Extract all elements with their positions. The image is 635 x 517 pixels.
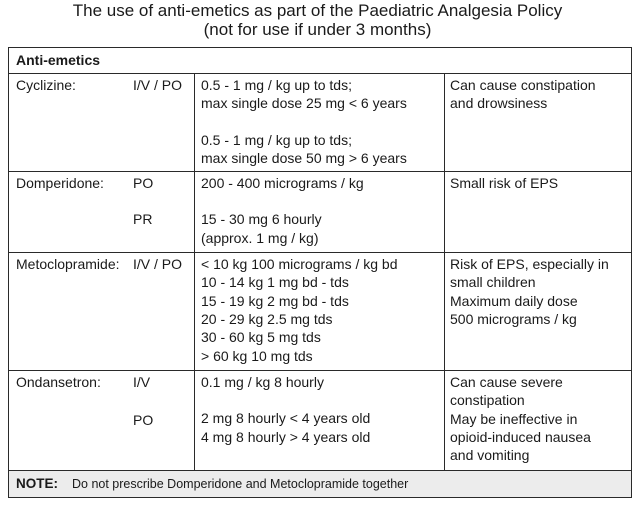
- table-row: [9, 253, 632, 371]
- note-line: Risk of EPS, especially in: [450, 256, 609, 273]
- page-title: The use of anti-emetics as part of the Paediatric Analgesia Policy: [72, 1, 563, 20]
- dose-line: 15 - 19 kg 2 mg bd - tds: [201, 292, 349, 309]
- table-header: Anti-emetics: [9, 48, 632, 74]
- drug-name: Ondansetron:: [16, 374, 101, 391]
- note-line: Maximum daily dose: [450, 292, 578, 309]
- table-row: [9, 172, 632, 253]
- notes-cell: [445, 253, 632, 371]
- note-line: opioid-induced nausea: [450, 429, 591, 446]
- dose-line: > 60 kg 10 mg tds: [201, 347, 313, 364]
- notes-cell: [445, 371, 632, 471]
- note-line: small children: [450, 274, 536, 291]
- note-row: [9, 471, 632, 498]
- dose-line: 10 - 14 kg 1 mg bd - tds: [201, 274, 349, 291]
- notes-cell: [445, 74, 632, 172]
- note-line: 500 micrograms / kg: [450, 311, 577, 328]
- note-line: Can cause constipation: [450, 77, 596, 93]
- note-line: Can cause severe: [450, 374, 563, 391]
- table-header-row: [9, 48, 632, 74]
- dose-line: < 10 kg 100 micrograms / kg bd: [201, 256, 398, 273]
- dose-line: (approx. 1 mg / kg): [201, 229, 319, 246]
- drug-cell: [9, 371, 195, 471]
- dose-line: 15 - 30 mg 6 hourly: [201, 211, 322, 228]
- drug-cell: [9, 74, 195, 172]
- dose-line: 200 - 400 micrograms / kg: [201, 175, 364, 192]
- route-label: PR: [133, 211, 153, 228]
- route-label: PO: [133, 175, 154, 192]
- dose-line: max single dose 50 mg > 6 years: [201, 149, 407, 166]
- note-line: May be ineffective in: [450, 410, 578, 427]
- dose-cell: [195, 172, 445, 253]
- table-row: [9, 371, 632, 471]
- note-line: and vomiting: [450, 447, 530, 464]
- note-cell: [9, 471, 632, 498]
- dose-line: 2 mg 8 hourly < 4 years old: [201, 410, 371, 427]
- route-label: PO: [133, 412, 154, 429]
- anti-emetics-table: [8, 47, 632, 498]
- dose-line: 4 mg 8 hourly > 4 years old: [201, 428, 371, 445]
- dose-line: 0.1 mg / kg 8 hourly: [201, 374, 324, 391]
- dose-line: 0.5 - 1 mg / kg up to tds;: [201, 77, 352, 93]
- table-row: [9, 74, 632, 172]
- note-label: NOTE:: [16, 476, 58, 492]
- note-line: Small risk of EPS: [450, 175, 559, 192]
- route-label: I/V / PO: [133, 77, 183, 93]
- note-text: Do not prescribe Domperidone and Metoclopramide together: [72, 477, 409, 492]
- dose-line: 0.5 - 1 mg / kg up to tds;: [201, 131, 352, 148]
- dose-cell: [195, 74, 445, 172]
- drug-cell: [9, 172, 195, 253]
- drug-name: Cyclizine:: [16, 77, 76, 93]
- route-label: I/V: [133, 374, 151, 391]
- page-subtitle: (not for use if under 3 months): [203, 20, 432, 39]
- dose-line: 30 - 60 kg 5 mg tds: [201, 329, 321, 346]
- notes-cell: [445, 172, 632, 253]
- dose-line: 20 - 29 kg 2.5 mg tds: [201, 311, 333, 328]
- drug-name: Domperidone:: [16, 175, 104, 192]
- drug-cell: [9, 253, 195, 371]
- dose-cell: [195, 253, 445, 371]
- dose-line: max single dose 25 mg < 6 years: [201, 95, 407, 112]
- note-line: constipation: [450, 392, 525, 409]
- drug-name: Metoclopramide:: [16, 256, 120, 273]
- dose-cell: [195, 371, 445, 471]
- route-label: I/V / PO: [133, 256, 183, 273]
- note-line: and drowsiness: [450, 95, 548, 112]
